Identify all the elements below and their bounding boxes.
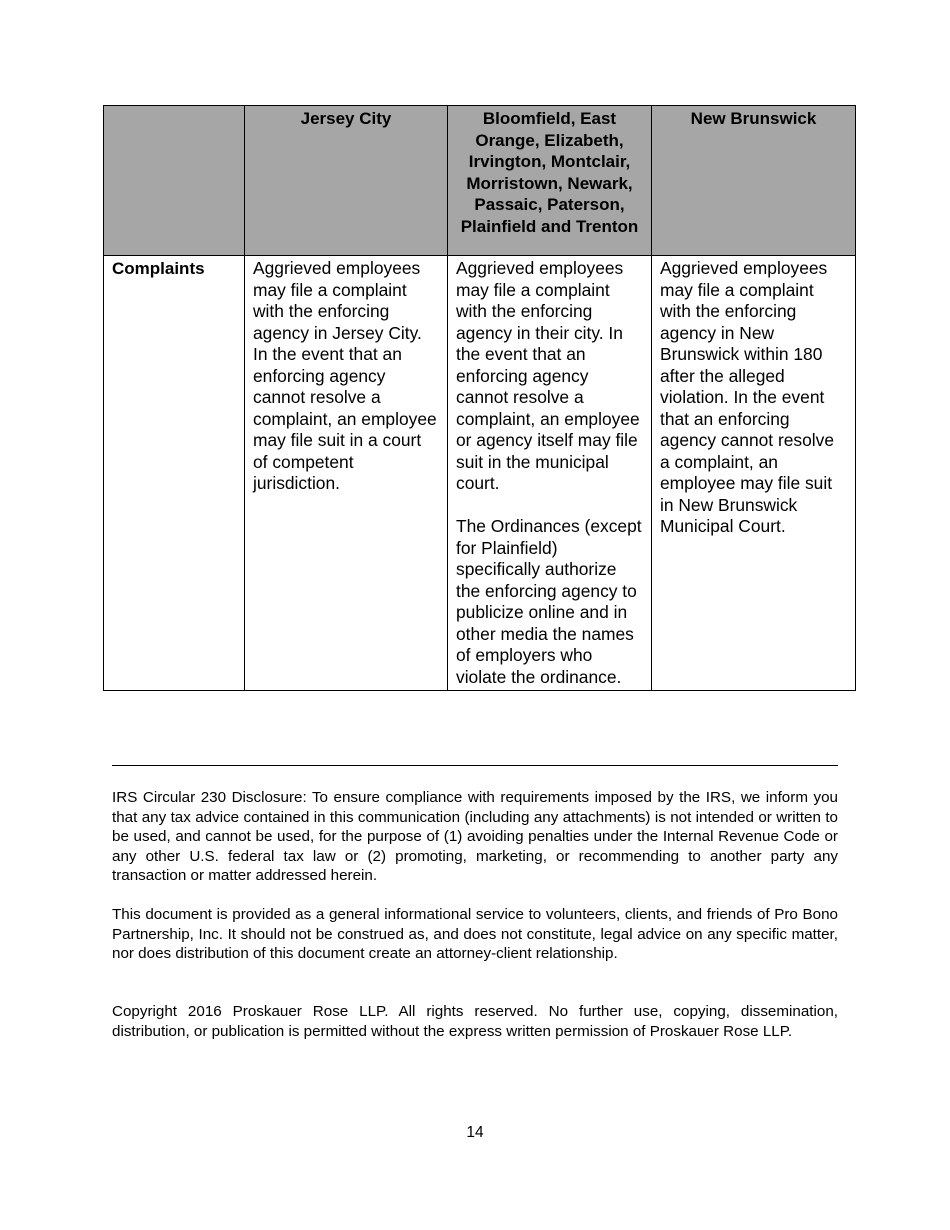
header-jersey-city: Jersey City: [245, 106, 448, 256]
cell-paragraph: Aggrieved employees may file a complaint with the enforcing agency in their city. In the event that an enforcing agency cannot resolve a complaint, an employee or agency itself may file suit in the municipal court.: [456, 258, 640, 493]
table-row: [104, 256, 856, 691]
header-new-brunswick: New Brunswick: [652, 106, 856, 256]
irs-disclosure-paragraph: IRS Circular 230 Disclosure: To ensure compliance with requirements imposed by the IRS, we inform you that any tax advice contained in this communication (including any attachments) is not intended or written to be used, and cannot be used, for the purpose of (1) avoiding penalties under the Internal Revenue Code or any other U.S. federal tax law or (2) promoting, marketing, or recommending to another party any transaction or matter addressed herein.: [112, 789, 838, 884]
header-bloomfield-group: Bloomfield, East Orange, Elizabeth, Irvington, Montclair, Morristown, Newark, Passaic, Paterson, Plainfield and Trenton: [448, 106, 652, 256]
table-header-row: [104, 106, 856, 256]
header-blank-cell: [104, 106, 245, 256]
footer-divider: [112, 765, 838, 766]
cell-new-brunswick-complaints: Aggrieved employees may file a complaint with the enforcing agency in New Brunswick within 180 after the alleged violation. In the event that an enforcing agency cannot resolve a complaint, an employee may file suit in New Brunswick Municipal Court.: [652, 256, 856, 691]
cell-bloomfield-group-complaints: [448, 256, 652, 691]
page-number: 14: [466, 1124, 484, 1141]
copyright-paragraph: Copyright 2016 Proskauer Rose LLP. All rights reserved. No further use, copying, dissemination, distribution, or publication is permitted without the express written permission of Proskauer Rose LLP.: [112, 1003, 838, 1040]
cell-jersey-city-complaints: Aggrieved employees may file a complaint with the enforcing agency in Jersey City. In the event that an enforcing agency cannot resolve a complaint, an employee may file suit in a court of competent jurisdiction.: [245, 256, 448, 691]
row-label-complaints: Complaints: [104, 256, 245, 691]
comparison-table: [103, 105, 856, 691]
informational-notice-paragraph: This document is provided as a general informational service to volunteers, clients, and friends of Pro Bono Partnership, Inc. It should not be construed as, and does not constitute, legal advice on any specific matter, nor does distribution of this document create an attorney-client relationship.: [112, 906, 838, 962]
cell-paragraph: The Ordinances (except for Plainfield) specifically authorize the enforcing agency to publicize online and in other media the names of employers who violate the ordinance.: [456, 516, 642, 687]
